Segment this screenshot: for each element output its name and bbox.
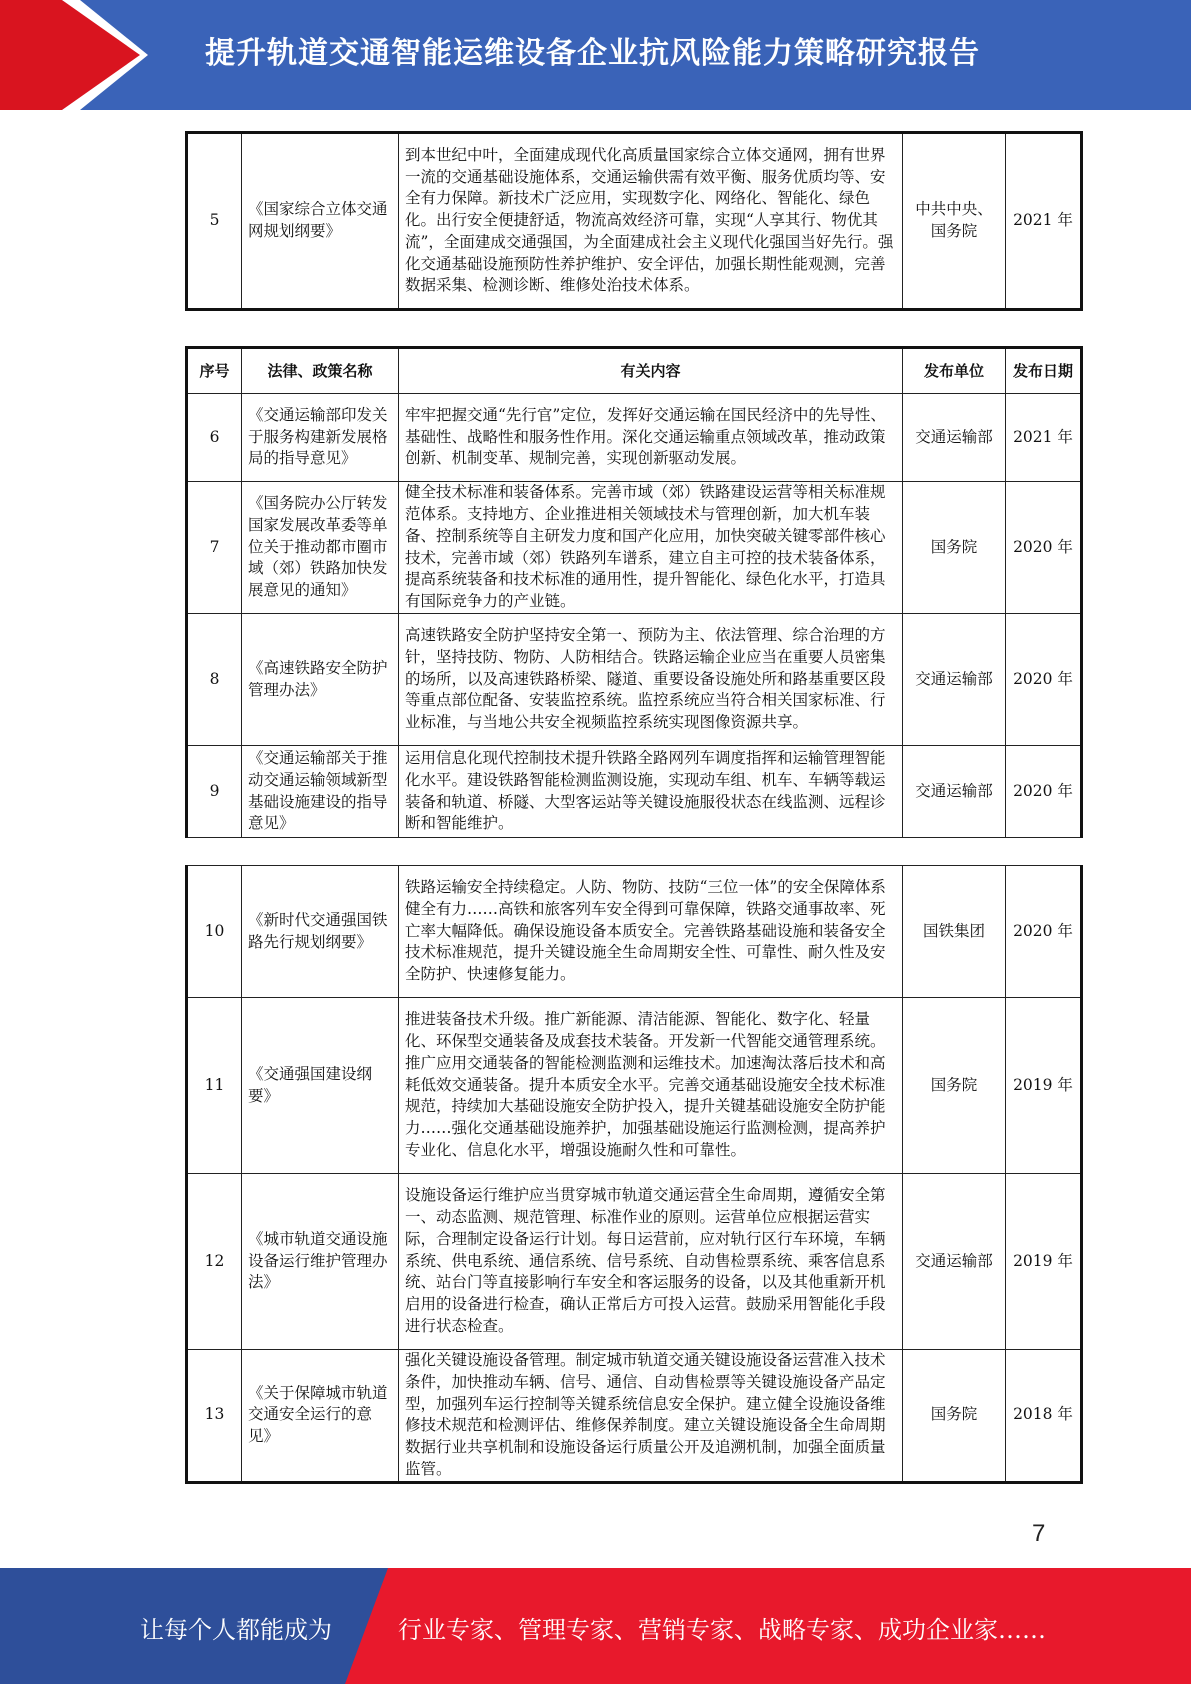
table-row (187, 394, 1082, 482)
policy-content: 牢牢把握交通“先行官”定位，发挥好交通运输在国民经济中的先导性、基础性、战略性和服务性作用。深化交通运输重点领域改革，推动政策创新、机制变革、规制完善，实现创新驱动发展。 (399, 394, 903, 482)
issue-date: 2020 年 (1006, 482, 1082, 614)
policy-content: 强化关键设施设备管理。制定城市轨道交通关键设施设备运营准入技术条件，加快推动车辆、信号、通信、自动售检票等关键设施设备产品定型，加强列车运行控制等关键系统信息安全保护。建立健全设施设备维修技术规范和检测评估、维修保养制度。建立关键设施设备全生命周期数据行业共享机制和设施设备运行质量公开及追溯机制，加强全面质量监管。 (399, 1350, 903, 1483)
policy-name: 《关于保障城市轨道交通安全运行的意见》 (242, 1350, 399, 1483)
table-row (187, 133, 1082, 310)
table-row (187, 1174, 1082, 1350)
issuing-unit: 国铁集团 (903, 866, 1006, 998)
column-header-date: 发布日期 (1006, 348, 1082, 394)
table-header-row (187, 348, 1082, 394)
policy-name: 《交通强国建设纲要》 (242, 998, 399, 1174)
issuing-unit: 国务院 (903, 482, 1006, 614)
table-row (187, 866, 1082, 998)
issuing-unit: 国务院 (903, 998, 1006, 1174)
issue-date: 2021 年 (1006, 394, 1082, 482)
policy-content: 到本世纪中叶，全面建成现代化高质量国家综合立体交通网，拥有世界一流的交通基础设施体系，交通运输供需有效平衡、服务优质均等、安全有力保障。新技术广泛应用，实现数字化、网络化、智能化、绿色化。出行安全便捷舒适，物流高效经济可靠，实现“人享其行、物优其流”，全面建成交通强国，为全面建成社会主义现代化强国当好先行。强化交通基础设施预防性养护维护、安全评估，加强长期性能观测，完善数据采集、检测诊断、维修处治技术体系。 (399, 133, 903, 310)
row-number: 8 (187, 614, 242, 746)
header-chevron-decoration (0, 0, 150, 110)
issuing-unit: 交通运输部 (903, 1174, 1006, 1350)
issue-date: 2020 年 (1006, 866, 1082, 998)
report-title: 提升轨道交通智能运维设备企业抗风险能力策略研究报告 (205, 36, 980, 71)
policy-table (185, 346, 1083, 838)
row-number: 5 (187, 133, 242, 310)
policy-content: 推进装备技术升级。推广新能源、清洁能源、智能化、数字化、轻量化、环保型交通装备及成套技术装备。开发新一代智能交通管理系统。推广应用交通装备的智能检测监测和运维技术。加速淘汰落后技术和高耗低效交通装备。提升本质安全水平。完善交通基础设施安全技术标准规范，持续加大基础设施安全防护投入，提升关键基础设施安全防护能力……强化交通基础设施养护，加强基础设施运行监测检测，提高养护专业化、信息化水平，增强设施耐久性和可靠性。 (399, 998, 903, 1174)
column-header-unit: 发布单位 (903, 348, 1006, 394)
row-number: 10 (187, 866, 242, 998)
row-number: 13 (187, 1350, 242, 1483)
policy-name: 《国家综合立体交通网规划纲要》 (242, 133, 399, 310)
issuing-unit: 交通运输部 (903, 746, 1006, 838)
page-number: 7 (1032, 1520, 1046, 1547)
column-header-name: 法律、政策名称 (242, 348, 399, 394)
page-header (0, 0, 1191, 110)
issue-date: 2019 年 (1006, 1174, 1082, 1350)
row-number: 7 (187, 482, 242, 614)
row-number: 12 (187, 1174, 242, 1350)
policy-name: 《交通运输部关于推动交通运输领域新型基础设施建设的指导意见》 (242, 746, 399, 838)
issuing-unit: 国务院 (903, 1350, 1006, 1483)
issue-date: 2020 年 (1006, 614, 1082, 746)
row-number: 9 (187, 746, 242, 838)
policy-name: 《国务院办公厅转发国家发展改革委等单位关于推动都市圈市域（郊）铁路加快发展意见的通知》 (242, 482, 399, 614)
issue-date: 2019 年 (1006, 998, 1082, 1174)
column-header-number: 序号 (187, 348, 242, 394)
table-row (187, 614, 1082, 746)
footer-slogan-left: 让每个人都能成为 (140, 1616, 332, 1644)
policy-name: 《交通运输部印发关于服务构建新发展格局的指导意见》 (242, 394, 399, 482)
column-header-content: 有关内容 (399, 348, 903, 394)
policy-name: 《高速铁路安全防护管理办法》 (242, 614, 399, 746)
issuing-unit: 交通运输部 (903, 614, 1006, 746)
issue-date: 2018 年 (1006, 1350, 1082, 1483)
policy-table-continued (185, 131, 1083, 311)
policy-content: 设施设备运行维护应当贯穿城市轨道交通运营全生命周期，遵循安全第一、动态监测、规范管理、标准作业的原则。运营单位应根据运营实际，合理制定设备运行计划。每日运营前，应对轨行区行车环境，车辆系统、供电系统、通信系统、信号系统、自动售检票系统、乘客信息系统、站台门等直接影响行车安全和客运服务的设备，以及其他重新开机启用的设备进行检查，确认正常后方可投入运营。鼓励采用智能化手段进行状态检查。 (399, 1174, 903, 1350)
policy-content: 铁路运输安全持续稳定。人防、物防、技防“三位一体”的安全保障体系健全有力……高铁和旅客列车安全得到可靠保障，铁路交通事故率、死亡率大幅降低。确保设施设备本质安全。完善铁路基础设施和装备安全技术标准规范，提升关键设施全生命周期安全性、可靠性、耐久性及安全防护、快速修复能力。 (399, 866, 903, 998)
table-row (187, 998, 1082, 1174)
row-number: 11 (187, 998, 242, 1174)
policy-content: 运用信息化现代控制技术提升铁路全路网列车调度指挥和运输管理智能化水平。建设铁路智能检测监测设施，实现动车组、机车、车辆等载运装备和轨道、桥隧、大型客运站等关键设施服役状态在线监测、远程诊断和智能维护。 (399, 746, 903, 838)
issue-date: 2021 年 (1006, 133, 1082, 310)
issue-date: 2020 年 (1006, 746, 1082, 838)
row-number: 6 (187, 394, 242, 482)
table-row (187, 482, 1082, 614)
policy-content: 健全技术标准和装备体系。完善市域（郊）铁路建设运营等相关标准规范体系。支持地方、企业推进相关领域技术与管理创新，加大机车装备、控制系统等自主研发力度和国产化应用，加快突破关键零部件核心技术，完善市域（郊）铁路列车谱系，建立自主可控的技术装备体系，提高系统装备和技术标准的通用性，提升智能化、绿色化水平，打造具有国际竞争力的产业链。 (399, 482, 903, 614)
issuing-unit: 中共中央、国务院 (903, 133, 1006, 310)
policy-table-continued (185, 865, 1083, 1484)
policy-content: 高速铁路安全防护坚持安全第一、预防为主、依法管理、综合治理的方针，坚持技防、物防、人防相结合。铁路运输企业应当在重要人员密集的场所，以及高速铁路桥梁、隧道、重要设备设施处所和路基重要区段等重点部位配备、安装监控系统。监控系统应当符合相关国家标准、行业标准，与当地公共安全视频监控系统实现图像资源共享。 (399, 614, 903, 746)
table-row (187, 746, 1082, 838)
policy-name: 《城市轨道交通设施设备运行维护管理办法》 (242, 1174, 399, 1350)
issuing-unit: 交通运输部 (903, 394, 1006, 482)
footer-slogan-right: 行业专家、管理专家、营销专家、战略专家、成功企业家…… (398, 1616, 1046, 1644)
table-row (187, 1350, 1082, 1483)
policy-name: 《新时代交通强国铁路先行规划纲要》 (242, 866, 399, 998)
